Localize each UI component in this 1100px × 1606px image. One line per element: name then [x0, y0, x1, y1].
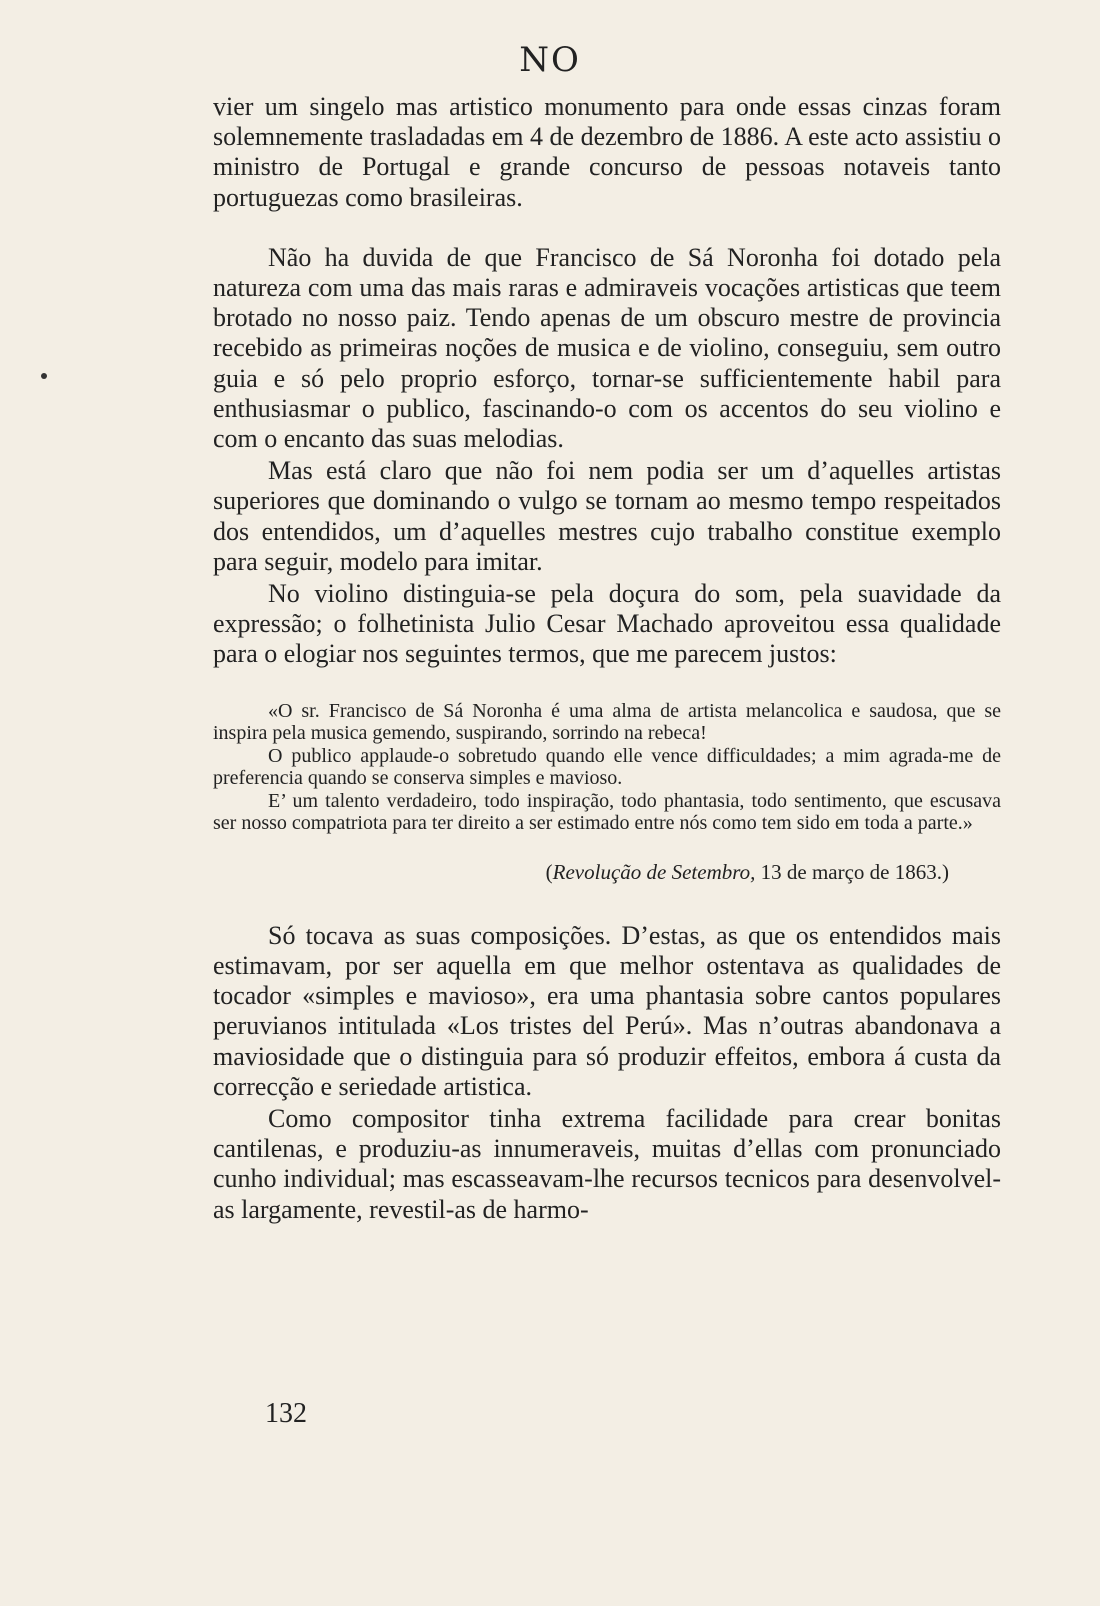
quote-line-1: «O sr. Francisco de Sá Noronha é uma alma de artista melancolica e saudosa, que se inspira pela musica gemendo, suspirando, sorrindo na rebeca! — [213, 699, 1001, 745]
paragraph-1: vier um singelo mas artistico monumento para onde essas cinzas foram solemnemente trasladadas em 4 de dezembro de 1886. A este acto assistiu o ministro de Portugal e grande concurso de pessoas notaveis tanto portuguezas como brasileiras. — [213, 92, 1001, 212]
quote-line-3: E’ um talento verdadeiro, todo inspiração, todo phantasia, todo sentimento, que escusava ser nosso compatriota para ter direito a ser estimado entre nós como tem sido em toda a parte.» — [213, 789, 1001, 835]
citation-date: 13 de março de 1863.) — [755, 859, 949, 884]
block-quote — [213, 700, 1001, 835]
paragraph-5: Só tocava as suas composições. D’estas, as que os entendidos mais estimavam, por ser aquella em que melhor ostentava as qualidades de tocador «simples e mavioso», era uma phantasia sobre cantos populares peruvianos intitulada «Los tristes del Perú». Mas n’outras abandonava a maviosidade que o distinguia para só produzir effeitos, embora á custa da correcção e seriedade artistica. — [213, 920, 1001, 1101]
paragraph-4: No violino distinguia-se pela doçura do som, pela suavidade da expressão; o folhetinista Julio Cesar Machado aproveitou essa qualidade para o elogiar nos seguintes termos, que me parecem justos: — [213, 579, 1001, 669]
quote-line-2: O publico applaude-o sobretudo quando elle vence difficuldades; a mim agrada-me de preferencia quando se conserva simples e mavioso. — [213, 744, 1001, 790]
text-body — [213, 92, 1001, 1225]
paragraph-6: Como compositor tinha extrema facilidade para crear bonitas cantilenas, e produziu-as innumeraveis, muitas d’ellas com pronunciado cunho individual; mas escasseavam-lhe recursos tecnicos para desenvolvel-as largamente, revestil-as de harmo- — [213, 1104, 1001, 1224]
paragraph-2: Não ha duvida de que Francisco de Sá Noronha foi dotado pela natureza com uma das mais raras e admiraveis vocações artisticas que teem brotado no nosso paiz. Tendo apenas de um obscuro mestre de provincia recebido as primeiras noções de musica e de violino, conseguiu, sem outro guia e só pelo proprio esforço, tornar-se sufficientemente habil para enthusiasmar o publico, fascinando-o com os accentos do seu violino e com o encanto das suas melodias. — [213, 242, 1001, 454]
citation-source: Revolução de Setembro, — [552, 859, 756, 884]
margin-mark — [41, 373, 47, 379]
paragraph-3: Mas está claro que não foi nem podia ser um d’aquelles artistas superiores que dominando o vulgo se tornam ao mesmo tempo respeitados dos entendidos, um d’aquelles mestres cujo trabalho constitue exemplo para seguir, modelo para imitar. — [213, 456, 1001, 576]
quote-citation — [213, 857, 1001, 887]
running-header: NO — [519, 40, 581, 80]
page-number: 132 — [265, 1398, 307, 1429]
citation-open: ( — [545, 859, 553, 884]
